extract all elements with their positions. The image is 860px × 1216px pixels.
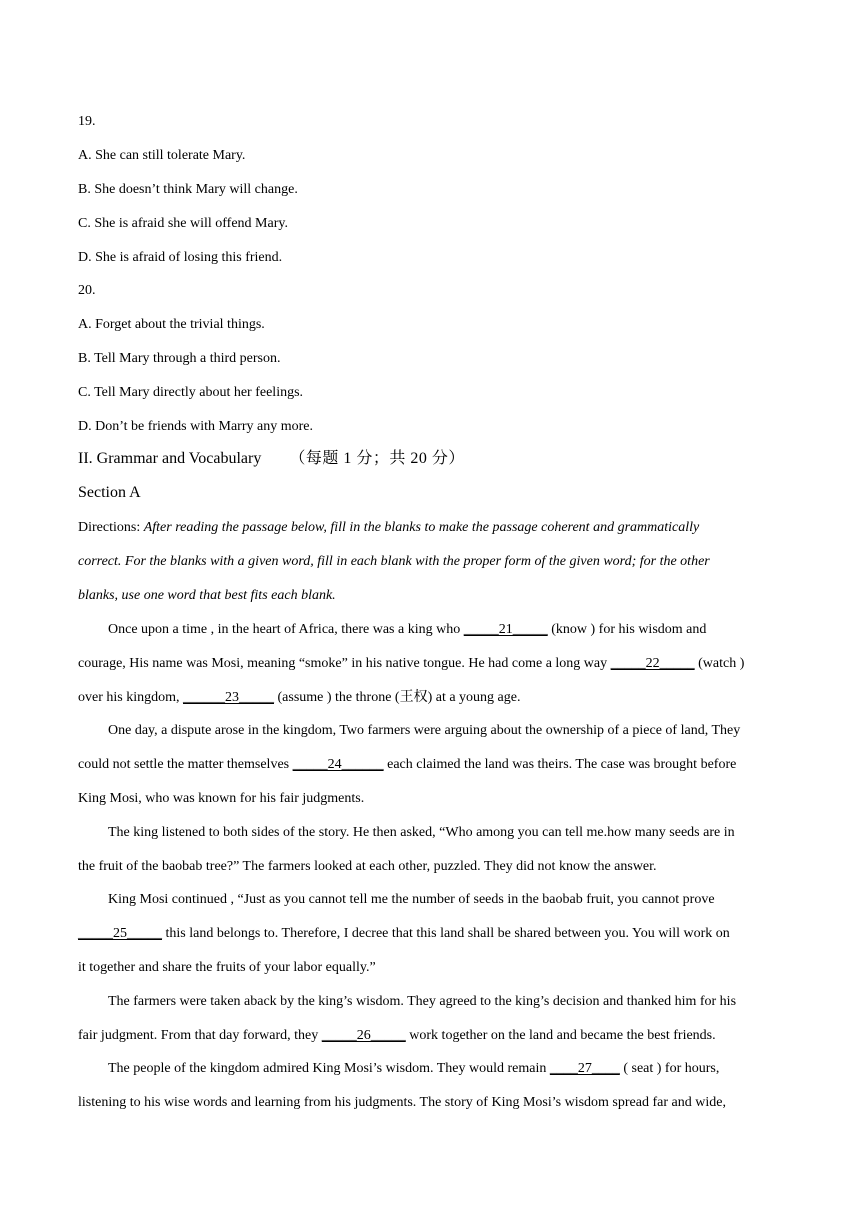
passage-text: this land belongs to. Therefore, I decree that this land shall be shared between you. You will work on [162, 926, 730, 941]
passage-line [78, 1027, 716, 1045]
passage-text: could not settle the matter themselves [78, 757, 293, 772]
passage-line: One day, a dispute arose in the kingdom, Two farmers were arguing about the ownership of a piece of land, They [108, 723, 741, 738]
q20-option-d: D. Don’t be friends with Marry any more. [78, 419, 313, 434]
blank-22: _____22_____ [610, 656, 695, 671]
question-19-number: 19. [78, 114, 96, 129]
blank-23: ______23_____ [183, 690, 274, 705]
passage-line: King Mosi continued , “Just as you cannot tell me the number of seeds in the baobab fruit, you cannot prove [108, 892, 715, 907]
q19-option-b: B. She doesn’t think Mary will change. [78, 182, 298, 197]
passage-text: (assume ) the throne (王权) at a young age. [274, 690, 521, 705]
passage-line [78, 689, 520, 707]
passage-line: it together and share the fruits of your labor equally.” [78, 960, 376, 975]
blank-25: _____25_____ [78, 926, 162, 941]
passage-text: work together on the land and became the best friends. [405, 1028, 716, 1043]
passage-text: over his kingdom, [78, 690, 183, 705]
passage-line: listening to his wise words and learning from his judgments. The story of King Mosi’s wisdom spread far and wide, [78, 1095, 726, 1110]
passage-line [108, 621, 706, 639]
directions-label: Directions: [78, 520, 141, 535]
question-20-number: 20. [78, 283, 96, 298]
directions-line-2: correct. For the blanks with a given word, fill in each blank with the proper form of the given word; for the other [78, 554, 710, 569]
blank-27: ____27____ [549, 1061, 620, 1076]
passage-line: the fruit of the baobab tree?” The farmers looked at each other, puzzled. They did not know the answer. [78, 859, 657, 874]
blank-21: _____21_____ [463, 622, 548, 637]
passage-text: courage, His name was Mosi, meaning “smoke” in his native tongue. He had come a long way [78, 656, 611, 671]
passage-line: King Mosi, who was known for his fair judgments. [78, 791, 365, 806]
passage-text: (know ) for his wisdom and [547, 622, 707, 637]
passage-text: The people of the kingdom admired King Mosi’s wisdom. They would remain [108, 1061, 550, 1076]
part-title: II. Grammar and Vocabulary [78, 450, 262, 467]
passage-line: The farmers were taken aback by the king’s wisdom. They agreed to the king’s decision and thanked him for his [108, 994, 737, 1009]
part-heading [78, 450, 465, 468]
section-title: Section A [78, 484, 141, 501]
passage-text: fair judgment. From that day forward, they [78, 1028, 322, 1043]
passage-text: each claimed the land was theirs. The case was brought before [383, 757, 737, 772]
q20-option-b: B. Tell Mary through a third person. [78, 351, 281, 366]
passage-line [78, 756, 736, 774]
passage-text: ( seat ) for hours, [619, 1061, 720, 1076]
blank-24: _____24______ [292, 757, 384, 772]
passage-text: (watch ) [694, 656, 745, 671]
directions-line-1 [78, 519, 699, 537]
blank-26: _____26_____ [321, 1028, 406, 1043]
directions-line-3: blanks, use one word that best fits each blank. [78, 588, 336, 603]
q19-option-a: A. She can still tolerate Mary. [78, 148, 246, 163]
score-note: （每题 1 分；共 20 分） [289, 450, 465, 467]
passage-line [78, 655, 744, 673]
passage-line [78, 925, 730, 943]
q19-option-c: C. She is afraid she will offend Mary. [78, 216, 288, 231]
passage-line [108, 1060, 719, 1078]
passage-text: Once upon a time , in the heart of Africa, there was a king who [108, 622, 464, 637]
q19-option-d: D. She is afraid of losing this friend. [78, 250, 283, 265]
q20-option-a: A. Forget about the trivial things. [78, 317, 265, 332]
q20-option-c: C. Tell Mary directly about her feelings. [78, 385, 304, 400]
directions-text: After reading the passage below, fill in the blanks to make the passage coherent and grammatically [143, 520, 700, 535]
passage-line: The king listened to both sides of the story. He then asked, “Who among you can tell me.how many seeds are in [108, 825, 735, 840]
